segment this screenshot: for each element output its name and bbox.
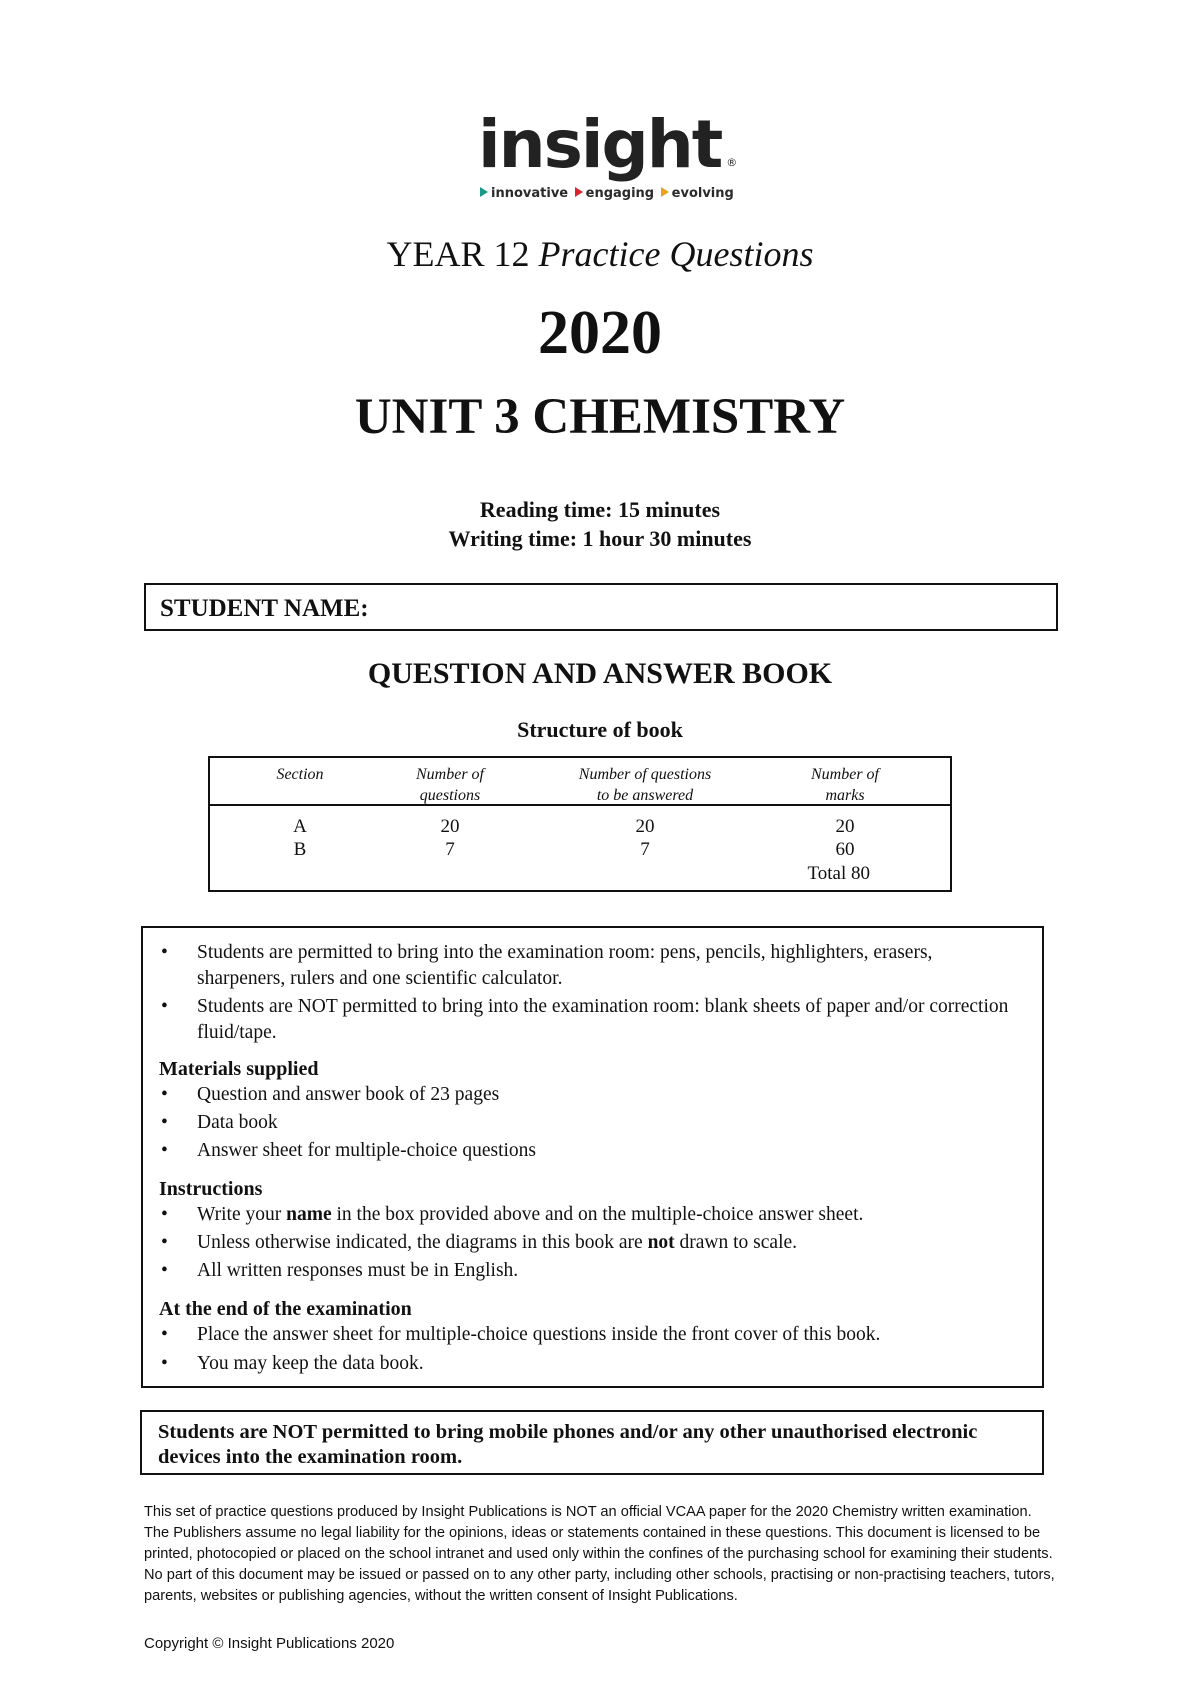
student-name-box[interactable] <box>144 583 1058 631</box>
phones-notice-box <box>140 1410 1044 1475</box>
insight-logo <box>478 108 740 208</box>
material-item: • Data book <box>197 1110 1017 1136</box>
exam-subtitle <box>0 232 1200 276</box>
logo-tagline <box>478 186 740 202</box>
table-cell: B <box>293 839 307 860</box>
copyright: Copyright © Insight Publications 2020 <box>144 1635 395 1652</box>
instructions-heading: Instructions <box>159 1178 263 1200</box>
instruction-item <box>197 1202 1017 1228</box>
table-cell: 20 <box>835 816 855 837</box>
table-cell: 7 <box>445 839 455 860</box>
end-item: • Place the answer sheet for multiple-choice questions inside the front cover of this book. <box>197 1322 1017 1348</box>
triangle-icon <box>480 187 488 197</box>
tagline-innovative: innovative <box>491 186 569 201</box>
header-text: Number of <box>811 766 879 783</box>
header-number-of-questions <box>385 764 515 806</box>
text: All written responses must be in English. <box>197 1260 519 1281</box>
text: Unless otherwise indicated, the diagrams in this book are <box>197 1232 648 1253</box>
structure-table <box>208 756 952 892</box>
header-questions-to-answer <box>550 764 740 806</box>
instruction-item <box>197 1258 1017 1284</box>
registered-mark: ® <box>726 156 736 169</box>
phones-notice: Students are NOT permitted to bring mobile phones and/or any other unauthorised electronic devices into the examination room. <box>158 1421 978 1468</box>
header-text: Number of questions <box>578 766 712 783</box>
material-item: • Question and answer book of 23 pages <box>197 1082 1017 1108</box>
rule-item: • Students are NOT permitted to bring into the examination room: blank sheets of paper and/or correction fluid/tape. <box>197 994 1017 1046</box>
subtitle-plain: YEAR 12 <box>386 234 530 274</box>
exam-year: 2020 <box>538 299 662 367</box>
disclaimer: This set of practice questions produced by Insight Publications is NOT an official VCAA paper for the 2020 Chemistry written examination. The Publishers assume no legal liability for the opinions, ideas or statements contained in these questions. This document is licensed to be printed, photocopied or placed on the school intranet and used only within the confines of the purchasing school for examining their students. No part of this document may be issued or passed on to any other party, including other schools, practising or non-practising teachers, tutors, parents, websites or publishing agencies, without the written consent of Insight Publications. <box>144 1504 1055 1604</box>
rule-item: • Students are permitted to bring into the examination room: pens, pencils, highlighters, erasers, sharpeners, rulers and one scientific calculator. <box>197 940 1017 992</box>
materials-heading: Materials supplied <box>159 1058 319 1080</box>
logo-wordmark: insight ® <box>478 106 736 183</box>
subtitle-italic: Practice Questions <box>538 234 814 274</box>
header-section <box>240 764 360 785</box>
book-title: QUESTION AND ANSWER BOOK <box>367 657 833 690</box>
student-name-label: STUDENT NAME: <box>160 595 369 622</box>
text: in the box provided above and on the multiple-choice answer sheet. <box>331 1204 864 1225</box>
header-text: marks <box>825 787 865 804</box>
table-cell: 7 <box>640 839 650 860</box>
triangle-icon <box>661 187 669 197</box>
header-text: to be answered <box>596 787 694 804</box>
tagline-engaging: engaging <box>585 186 655 201</box>
exam-unit-title: UNIT 3 CHEMISTRY <box>354 389 846 445</box>
table-cell: 20 <box>635 816 655 837</box>
table-total: Total 80 <box>807 863 870 884</box>
header-text: questions <box>419 787 481 804</box>
triangle-icon <box>575 187 583 197</box>
end-of-exam-heading: At the end of the examination <box>159 1298 412 1320</box>
instruction-item <box>197 1230 1017 1256</box>
header-text: Number of <box>416 766 484 783</box>
writing-time: Writing time: 1 hour 30 minutes <box>448 526 752 551</box>
exam-rules-box <box>141 926 1044 1388</box>
reading-time: Reading time: 15 minutes <box>479 497 721 522</box>
table-cell: 20 <box>440 816 460 837</box>
header-text: Section <box>276 766 324 783</box>
tagline-evolving: evolving <box>671 186 734 201</box>
table-cell: 60 <box>835 839 855 860</box>
text: drawn to scale. <box>674 1232 798 1253</box>
emphasis: not <box>647 1232 675 1253</box>
table-header <box>210 758 950 806</box>
table-cell: A <box>293 816 307 837</box>
end-item: • You may keep the data book. <box>197 1351 1017 1377</box>
structure-title: Structure of book <box>517 717 683 742</box>
text: Write your <box>197 1204 287 1225</box>
material-item: • Answer sheet for multiple-choice questions <box>197 1138 1017 1164</box>
emphasis: name <box>286 1204 332 1225</box>
header-number-of-marks <box>780 764 910 806</box>
